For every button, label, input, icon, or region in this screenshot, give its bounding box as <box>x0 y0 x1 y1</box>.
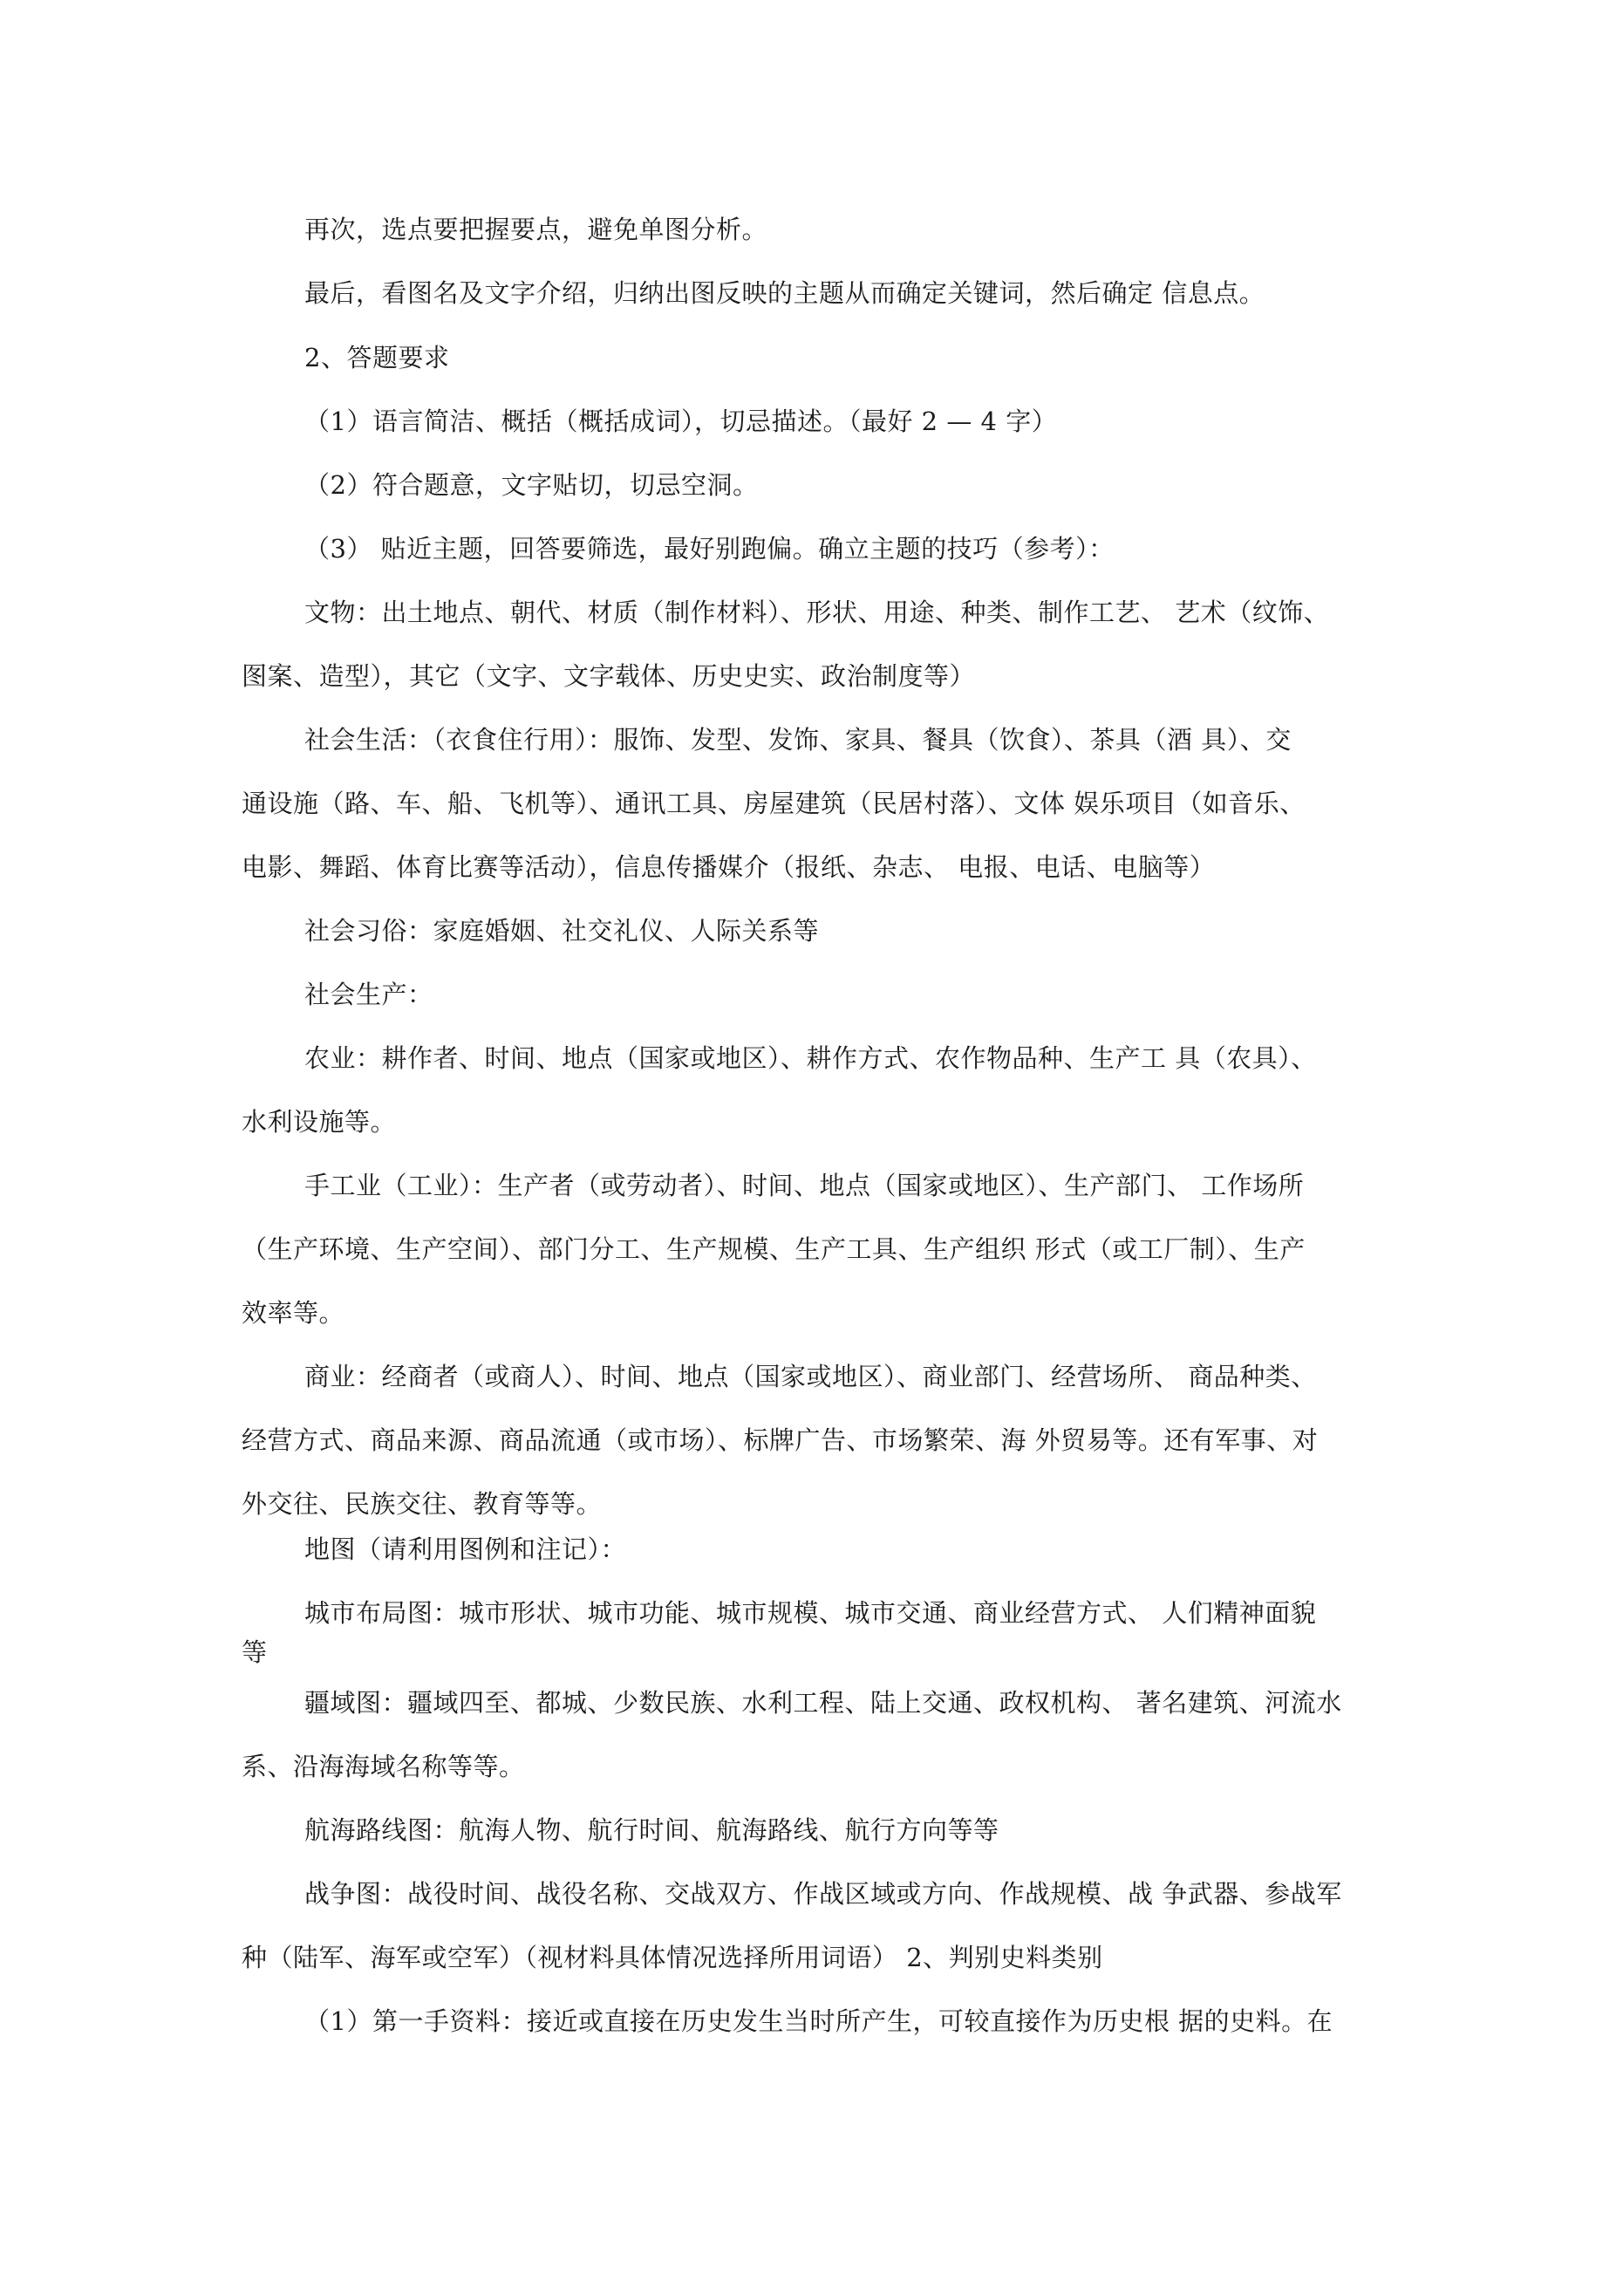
paragraph-line: 水利设施等。 <box>242 1107 397 1137</box>
paragraph-line: 系、沿海海域名称等等。 <box>242 1752 525 1781</box>
paragraph-line: 社会生活：（衣食住行用）：服饰、发型、发饰、家具、餐具（饮食）、茶具（酒 具）、交 <box>304 725 1292 755</box>
paragraph-line: 社会生产： <box>304 980 433 1009</box>
paragraph-line: 航海路线图：航海人物、航行时间、航海路线、航行方向等等 <box>304 1815 999 1845</box>
section-heading: 2、答题要求 <box>304 343 450 372</box>
paragraph-line: 城市布局图：城市形状、城市功能、城市规模、城市交通、商业经营方式、 人们精神面貌 <box>304 1598 1317 1628</box>
paragraph-line: 社会习俗：家庭婚姻、社交礼仪、人际关系等 <box>304 916 820 946</box>
paragraph-line: 外交往、民族交往、教育等等。 <box>242 1489 603 1519</box>
paragraph-line: （1）第一手资料：接近或直接在历史发生当时所产生，可较直接作为历史根 据的史料。在 <box>304 2006 1333 2036</box>
paragraph-line: 再次，选点要把握要点，避免单图分析。 <box>304 215 768 244</box>
paragraph-line: 通设施（路、车、船、飞机等）、通讯工具、房屋建筑（民居村落）、文体 娱乐项目（如音乐、 <box>242 789 1306 818</box>
paragraph-line: 种（陆军、海军或空军）（视材料具体情况选择所用词语） 2、判别史料类别 <box>242 1943 1103 1972</box>
paragraph-line: 电影、舞蹈、体育比赛等活动），信息传播媒介（报纸、杂志、 电报、电话、电脑等） <box>242 852 1216 882</box>
paragraph-line: （1）语言简洁、概括（概括成词），切忌描述。（最好 2 — 4 字） <box>304 407 1058 436</box>
paragraph-line: 地图（请利用图例和注记）： <box>304 1534 627 1564</box>
paragraph-line: （3） 贴近主题，回答要筛选，最好别跑偏。确立主题的技巧（参考）： <box>304 534 1115 564</box>
paragraph-line: 最后，看图名及文字介绍，归纳出图反映的主题从而确定关键词，然后确定 信息点。 <box>304 278 1265 308</box>
paragraph-line: 图案、造型），其它（文字、文字载体、历史史实、政治制度等） <box>242 661 976 691</box>
paragraph-line: 战争图：战役时间、战役名称、交战双方、作战区域或方向、作战规模、战 争武器、参战军 <box>304 1879 1342 1909</box>
paragraph-line: （2）符合题意，文字贴切，切忌空洞。 <box>304 470 759 500</box>
paragraph-line: 商业：经商者（或商人）、时间、地点（国家或地区）、商业部门、经营场所、 商品种类、 <box>304 1362 1317 1391</box>
paragraph-line: 农业：耕作者、时间、地点（国家或地区）、耕作方式、农作物品种、生产工 具（农具）、 <box>304 1043 1317 1073</box>
paragraph-line: 文物：出土地点、朝代、材质（制作材料）、形状、用途、种类、制作工艺、 艺术（纹饰、 <box>304 598 1330 627</box>
paragraph-line: 手工业（工业）：生产者（或劳动者）、时间、地点（国家或地区）、生产部门、 工作场所 <box>304 1171 1305 1200</box>
paragraph-line: 疆域图：疆域四至、都城、少数民族、水利工程、陆上交通、政权机构、 著名建筑、河流水 <box>304 1688 1342 1718</box>
paragraph-line: 效率等。 <box>242 1298 345 1328</box>
paragraph-line: （生产环境、生产空间）、部门分工、生产规模、生产工具、生产组织 形式（或工厂制）、生产 <box>242 1234 1306 1264</box>
paragraph-line: 经营方式、商品来源、商品流通（或市场）、标牌广告、市场繁荣、海 外贸易等。还有军事、对 <box>242 1425 1319 1455</box>
paragraph-line: 等 <box>242 1637 268 1667</box>
